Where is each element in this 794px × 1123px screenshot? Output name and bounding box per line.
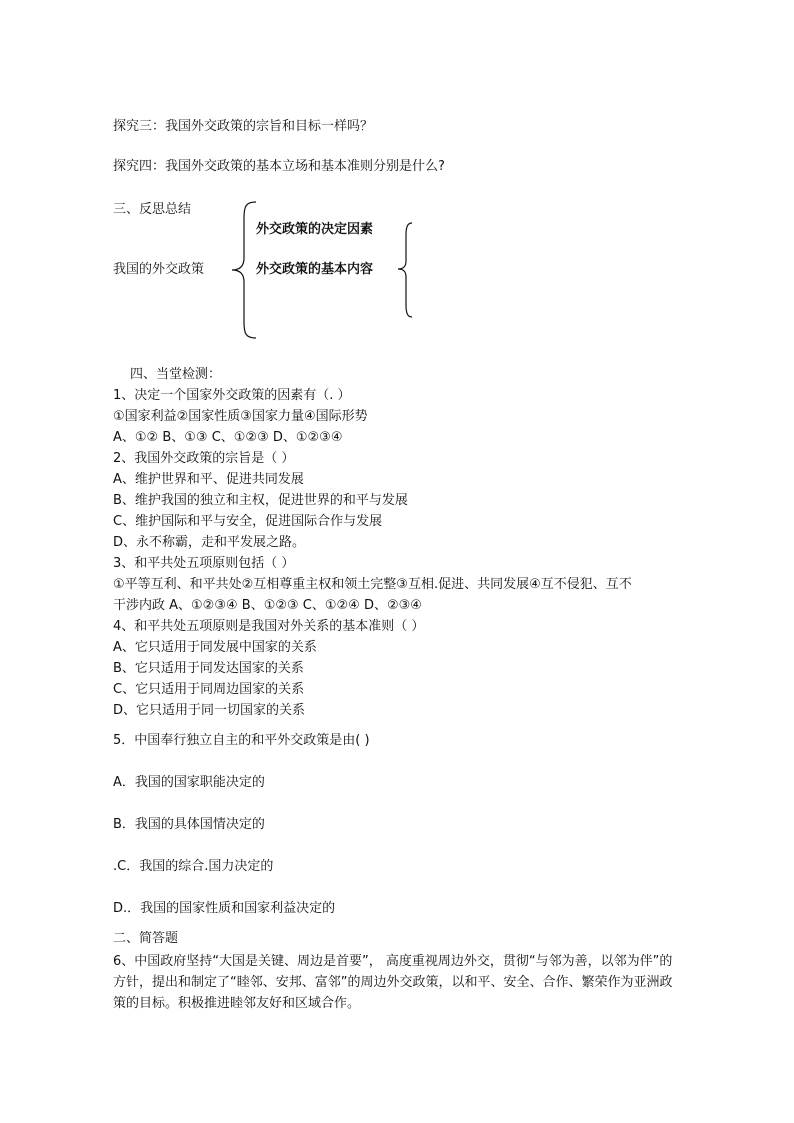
q1-options: A、①② B、①③ C、①②③ D、①②③④ bbox=[113, 430, 343, 445]
summary-branch-contents: 外交政策的基本内容 bbox=[256, 262, 374, 277]
q2-option-d: D、永不称霸，走和平发展之路。 bbox=[113, 535, 306, 550]
q2-option-c: C、维护国际和平与安全，促进国际合作与发展 bbox=[113, 514, 383, 529]
q4-option-d: D、它只适用于同一切国家的关系 bbox=[113, 703, 306, 718]
q5-option-d: D.．我国的国家性质和国家利益决定的 bbox=[113, 901, 336, 916]
q1-stem: 1、决定一个国家外交政策的因素有（. ） bbox=[113, 388, 351, 403]
right-brace bbox=[396, 221, 416, 321]
q5-option-c: .C．我国的综合.国力决定的 bbox=[113, 859, 274, 874]
summary-root: 我国的外交政策 bbox=[113, 262, 205, 277]
q4-option-b: B、它只适用于同发达国家的关系 bbox=[113, 661, 304, 676]
q4-option-a: A、它只适用于同发展中国家的关系 bbox=[113, 640, 317, 655]
q4-option-c: C、它只适用于同周边国家的关系 bbox=[113, 682, 305, 697]
summary-heading: 三、反思总结 bbox=[113, 202, 192, 217]
q2-stem: 2、我国外交政策的宗旨是（ ） bbox=[113, 451, 295, 466]
q3-items-line1: ①平等互利、和平共处②互相尊重主权和领土完整③互相.促进、共同发展④互不侵犯、互不 bbox=[113, 577, 632, 592]
q3-stem: 3、和平共处五项原则包括（ ） bbox=[113, 556, 295, 571]
q3-items-line2: 干涉内政 A、①②③④ B、①②③ C、①②④ D、②③④ bbox=[113, 598, 422, 613]
explore-question-4: 探究四：我国外交政策的基本立场和基本准则分别是什么? bbox=[113, 159, 445, 174]
q2-option-a: A、维护世界和平、促进共同发展 bbox=[113, 472, 304, 487]
test-heading: 四、当堂检测： bbox=[130, 367, 222, 382]
q5-option-a: A．我国的国家职能决定的 bbox=[113, 775, 265, 790]
q5-option-b: B．我国的具体国情决定的 bbox=[113, 817, 265, 832]
explore-question-3: 探究三：我国外交政策的宗旨和目标一样吗？ bbox=[113, 119, 374, 134]
short-answer-heading: 二、简答题 bbox=[113, 931, 179, 946]
left-brace bbox=[228, 200, 258, 340]
q2-option-b: B、维护我国的独立和主权，促进世界的和平与发展 bbox=[113, 493, 408, 508]
summary-branch-determinants: 外交政策的决定因素 bbox=[256, 222, 374, 237]
q6-text: 6、中国政府坚持“大国是关键、周边是首要”， 高度重视周边外交，贯彻“与邻为善，以邻为伴”的方针，提出和制定了“睦邻、安邦、富邻”的周边外交政策，以和平、安全、合作、繁荣作为亚洲政策的目标。积极推进睦邻友好和区域合作。 bbox=[113, 954, 673, 1011]
q4-stem: 4、和平共处五项原则是我国对外关系的基本准则（ ） bbox=[113, 619, 425, 634]
q5-stem: 5．中国奉行独立自主的和平外交政策是由( ) bbox=[113, 733, 370, 748]
q1-items: ①国家利益②国家性质③国家力量④国际形势 bbox=[113, 409, 368, 424]
